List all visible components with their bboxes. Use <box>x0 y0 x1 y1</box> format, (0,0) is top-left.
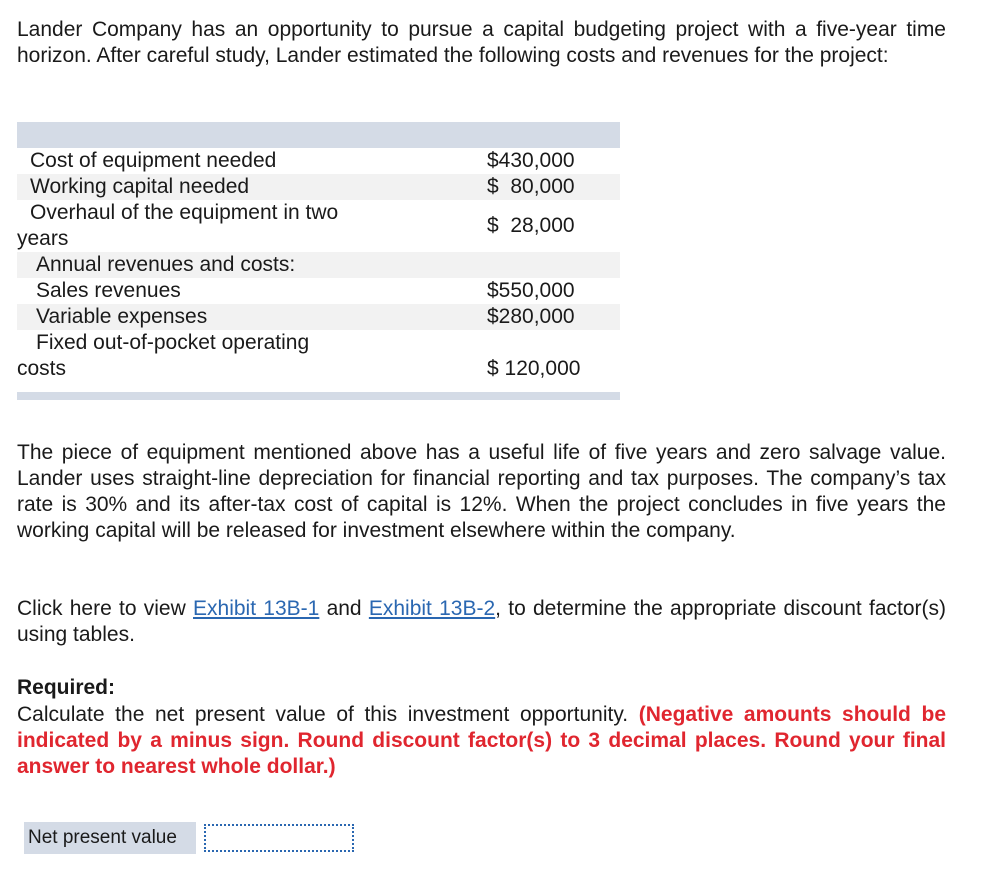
table-footer-bar <box>17 392 620 400</box>
required-title: Required: <box>17 676 116 699</box>
table-row <box>17 278 620 304</box>
table-row <box>17 200 620 252</box>
row-amount: $430,000 <box>487 149 575 172</box>
row-label: Annual revenues and costs: <box>36 253 296 276</box>
net-present-value-label: Net present value <box>24 822 196 854</box>
table-row <box>17 174 620 200</box>
net-present-value-input[interactable] <box>204 824 354 852</box>
row-amount: $ 80,000 <box>487 175 575 198</box>
exhibit-13b-1-link[interactable]: Exhibit 13B-1 <box>193 597 320 620</box>
cost-revenue-table <box>17 122 620 400</box>
table-row <box>17 148 620 174</box>
row-label: Working capital needed <box>30 175 250 198</box>
required-instruction: Calculate the net present value of this investment opportunity. <box>17 703 639 726</box>
row-amount: $550,000 <box>487 279 575 302</box>
table-row <box>17 252 620 278</box>
table-row <box>17 330 620 382</box>
row-amount: $ 120,000 <box>487 357 581 380</box>
row-label: Sales revenues <box>36 279 181 302</box>
required-paragraph <box>17 702 946 780</box>
row-label-line1: Fixed out-of-pocket operating <box>36 331 310 354</box>
table-row <box>17 304 620 330</box>
row-label-line2: costs <box>17 357 67 380</box>
row-label <box>17 200 410 252</box>
row-amount: $ 28,000 <box>487 214 575 237</box>
table-header-bar <box>17 122 620 148</box>
exhibit-prefix: Click here to view <box>17 597 194 620</box>
row-label: Cost of equipment needed <box>30 149 277 172</box>
details-paragraph: The piece of equipment mentioned above has a useful life of five years and zero salvage value. Lander uses straight-line depreciation for financial reporting and tax purposes. The company’s tax rate is 30% and its after-tax cost of capital is 12%. When the project concludes in five years the working capital will be released for investment elsewhere within the company. <box>17 441 946 542</box>
required-note: (Negative amounts should be indicated by a minus sign. Round discount factor(s) to 3 decimal places. Round your final answer to nearest whole dollar.) <box>17 703 947 778</box>
row-label-line1: Overhaul of the equipment in two <box>30 201 339 224</box>
exhibit-paragraph <box>17 596 946 648</box>
exhibit-suffix: , to determine the appropriate discount factor(s) using tables. <box>17 597 946 646</box>
exhibit-13b-2-link[interactable]: Exhibit 13B-2 <box>368 597 496 620</box>
exhibit-middle: and <box>319 597 369 620</box>
answer-row <box>24 822 354 854</box>
intro-paragraph: Lander Company has an opportunity to pursue a capital budgeting project with a five-year time horizon. After careful study, Lander estimated the following costs and revenues for the project: <box>17 18 946 67</box>
row-label-line2: years <box>17 227 69 250</box>
row-label <box>17 330 416 382</box>
row-label: Variable expenses <box>36 305 208 328</box>
row-amount: $280,000 <box>487 305 575 328</box>
